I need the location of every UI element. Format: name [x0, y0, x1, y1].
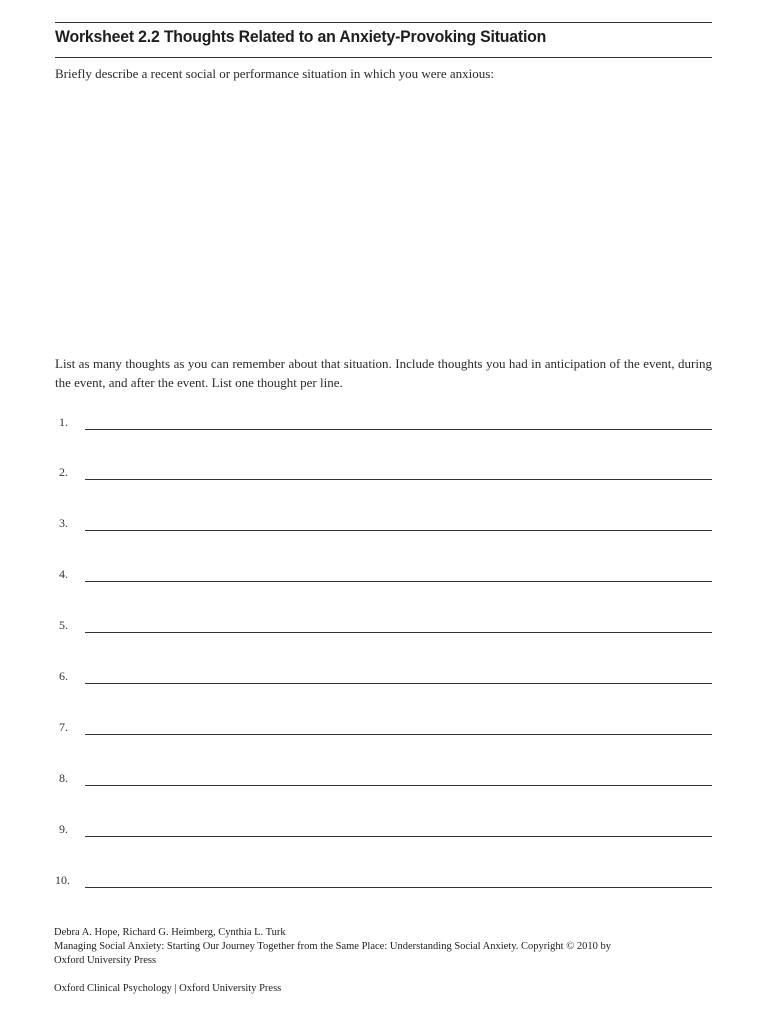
thought-line-7[interactable] [55, 715, 712, 735]
footer-press: Oxford University Press [54, 955, 157, 966]
thought-line-10[interactable] [55, 868, 712, 888]
thought-number: 4. [59, 567, 68, 581]
thought-number: 3. [59, 516, 68, 530]
worksheet-title: Worksheet 2.2 Thoughts Related to an Anxiety-Provoking Situation [55, 28, 547, 46]
thought-line-8[interactable] [55, 766, 712, 786]
thought-number: 10. [55, 873, 70, 887]
title-underline-rule [55, 57, 712, 58]
thought-number: 5. [59, 618, 68, 632]
situation-prompt: Briefly describe a recent social or performance situation in which you were anxious: [55, 66, 494, 81]
thought-number: 7. [59, 720, 68, 734]
thought-answer-rule [85, 530, 712, 531]
thought-number: 8. [59, 771, 68, 785]
thought-line-3[interactable] [55, 511, 712, 531]
thought-answer-rule [85, 581, 712, 582]
thought-answer-rule [85, 632, 712, 633]
thought-line-5[interactable] [55, 613, 712, 633]
thought-answer-rule [85, 887, 712, 888]
top-rule [55, 22, 712, 23]
thought-line-4[interactable] [55, 562, 712, 582]
thought-answer-rule [85, 734, 712, 735]
thought-line-2[interactable] [55, 460, 712, 480]
thought-number: 1. [59, 415, 68, 429]
thought-answer-rule [85, 836, 712, 837]
thought-number: 9. [59, 822, 68, 836]
thought-line-1[interactable] [55, 410, 712, 430]
thought-number: 6. [59, 669, 68, 683]
footer-authors: Debra A. Hope, Richard G. Heimberg, Cynthia L. Turk [54, 927, 286, 938]
thought-answer-rule [85, 683, 712, 684]
thought-line-9[interactable] [55, 817, 712, 837]
thought-answer-rule [85, 479, 712, 480]
thought-answer-rule [85, 785, 712, 786]
footer-publisher: Oxford Clinical Psychology | Oxford University Press [54, 983, 282, 994]
thoughts-instructions: List as many thoughts as you can remember about that situation. Include thoughts you had in anticipation of the event, during the event, and after the event. List one thought per line. [55, 356, 712, 390]
thought-answer-rule [85, 429, 712, 430]
thought-number: 2. [59, 465, 68, 479]
footer-book-citation: Managing Social Anxiety: Starting Our Journey Together from the Same Place: Understanding Social Anxiety. Copyright © 2010 by [54, 941, 611, 952]
thought-line-6[interactable] [55, 664, 712, 684]
